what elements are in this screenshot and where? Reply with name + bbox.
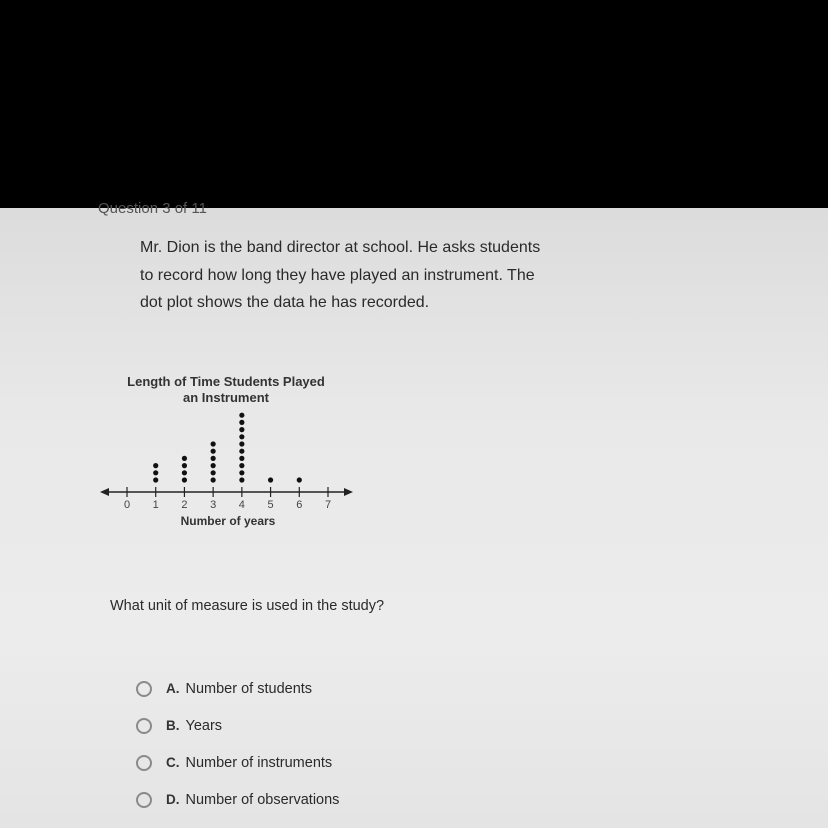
x-axis-label: Number of years — [180, 514, 276, 528]
prompt-line: Mr. Dion is the band director at school. He asks students — [140, 239, 541, 256]
quiz-screen — [0, 200, 828, 828]
radio-button[interactable] — [136, 718, 152, 734]
radio-button[interactable] — [136, 755, 152, 771]
chart-title-line: Length of Time Students Played — [127, 374, 325, 389]
data-dot — [239, 413, 244, 418]
choice-letter: A. — [166, 681, 180, 696]
x-tick-label: 3 — [210, 499, 217, 511]
data-dot — [239, 470, 244, 475]
data-dot — [153, 463, 158, 468]
data-dot — [239, 456, 244, 461]
question-ask: What unit of measure is used in the study? — [110, 598, 385, 614]
axis-arrow-left — [100, 488, 109, 496]
answer-choices — [136, 670, 339, 818]
data-dot — [153, 470, 158, 475]
dot-plot — [0, 208, 828, 548]
question-number: Question 3 of 11 — [98, 200, 207, 217]
data-dot — [211, 449, 216, 454]
data-dot — [211, 463, 216, 468]
x-tick-label: 4 — [238, 499, 245, 511]
data-dot — [182, 463, 187, 468]
data-dot — [239, 463, 244, 468]
choice-letter: D. — [166, 792, 180, 807]
axis-arrow-right — [344, 488, 353, 496]
x-tick-label: 1 — [152, 499, 159, 511]
choice-d[interactable] — [136, 781, 339, 818]
choice-text: Number of instruments — [185, 754, 333, 771]
data-dot — [239, 449, 244, 454]
choice-text: Number of students — [185, 680, 313, 697]
choice-letter: C. — [166, 755, 180, 770]
data-dot — [182, 477, 187, 482]
data-dot — [211, 456, 216, 461]
data-dot — [239, 427, 244, 432]
data-dot — [239, 434, 244, 439]
x-tick-label: 2 — [181, 499, 188, 511]
data-dot — [297, 477, 302, 482]
data-dot — [153, 477, 158, 482]
data-dot — [211, 441, 216, 446]
data-dot — [211, 470, 216, 475]
radio-button[interactable] — [136, 792, 152, 808]
radio-button[interactable] — [136, 681, 152, 697]
choice-a[interactable] — [136, 670, 339, 707]
data-dot — [268, 477, 273, 482]
choice-c[interactable] — [136, 744, 339, 781]
x-tick-label: 5 — [267, 499, 274, 511]
choice-b[interactable] — [136, 707, 339, 744]
prompt-line: dot plot shows the data he has recorded. — [140, 294, 430, 311]
choice-letter: B. — [166, 718, 180, 733]
data-dot — [182, 456, 187, 461]
data-dot — [239, 441, 244, 446]
x-tick-label: 6 — [296, 499, 303, 511]
choice-text: Number of observations — [185, 791, 340, 808]
data-dot — [182, 470, 187, 475]
chart-title-line: an Instrument — [183, 390, 269, 405]
prompt-line: to record how long they have played an instrument. The — [140, 266, 535, 284]
x-tick-label: 0 — [123, 499, 131, 511]
choice-text: Years — [185, 717, 223, 734]
data-dot — [239, 477, 244, 482]
x-tick-label: 7 — [324, 499, 332, 511]
data-dot — [211, 477, 216, 482]
data-dot — [239, 420, 244, 425]
